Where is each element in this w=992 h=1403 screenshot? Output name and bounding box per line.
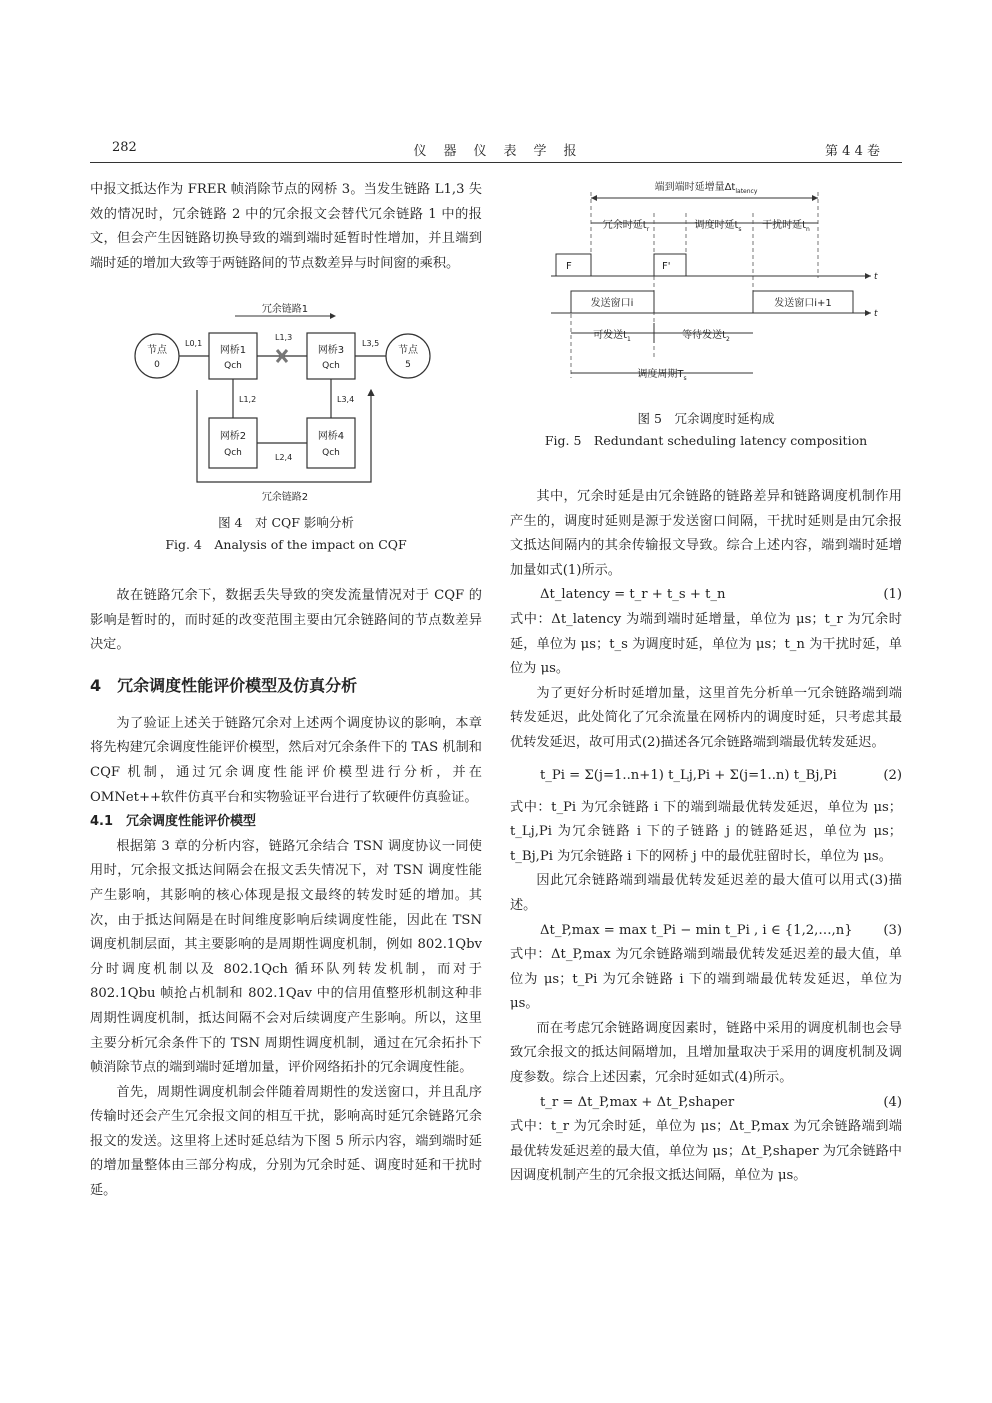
label-l01: L0,1 <box>185 339 203 348</box>
right-para-1: 其中，冗余时延是由冗余链路的链路差异和链路调度机制作用产生的，调度时延则是源于发送窗口间隔，干扰时延则是由冗余报文抵达间隔内的其余传输报文导致。综合上述内容，端到端时延增加量如式(1)所示。 <box>510 489 902 578</box>
right-para-7: 而在考虑冗余链路调度因素时，链路中采用的调度机制也会导致冗余报文的抵达间隔增加，且增加量取决于采用的调度机制及调度参数。综合上述因素，冗余时延如式(4)所示。 <box>510 1020 902 1086</box>
equation-1-body: Δt_latency = t_r + t_s + t_n <box>540 587 726 603</box>
volume-label: 第 4 4 卷 <box>825 144 880 159</box>
subsection-4-1-title: 4.1 冗余调度性能评价模型 <box>90 814 257 830</box>
node-5-label: 节点 <box>398 345 418 356</box>
left-column-bottom <box>90 584 482 1204</box>
bridge-1 <box>209 333 257 379</box>
equation-4-body: t_r = Δt_P,max + Δt_P,shaper <box>540 1094 735 1110</box>
equation-3-body: Δt_P,max = max t_Pi − min t_Pi , i ∈ {1,2,…,n} <box>540 922 853 938</box>
fig5-axis-t2: t <box>874 309 878 319</box>
equation-3 <box>510 919 902 944</box>
label-l24: L2,4 <box>275 453 293 462</box>
fig5-top-label: 端到端时延增量$\Delta t_{latency}$ <box>654 182 758 195</box>
figure-5-caption <box>510 408 902 452</box>
left-column-top <box>90 178 482 276</box>
node-0-id: 0 <box>154 360 160 370</box>
right-para-8: 式中：t_r 为冗余时延，单位为 μs；Δt_P,max 为冗余链路端到端最优转发延迟差的最大值，单位为 μs；Δt_P,shaper 为冗余链路中因调度机制产生的冗余报文抵达间隔，单位为 μs。 <box>510 1119 902 1184</box>
right-para-6: 式中：Δt_P,max 为冗余链路端到端最优转发延迟差的最大值，单位为 μs；t_Pi 为冗余链路 i 下的端到端最优转发延迟，单位为 μs。 <box>510 947 902 1012</box>
right-para-2: 式中：Δt_latency 为端到端时延增量，单位为 μs；t_r 为冗余时延，单位为 μs；t_s 为调度时延，单位为 μs；t_n 为干扰时延，单位为 μs。 <box>510 611 902 677</box>
left-para-5: 首先，周期性调度机制会伴随着周期性的发送窗口，并且乱序传输时还会产生冗余报文间的相互干扰，影响高时延冗余链路冗余报文的发送。这里将上述时延总结为下图 5 所示内容，端到端时延的增加量整体由三部分构成，分别为冗余时延、调度时延和干扰时延。 <box>90 1084 482 1199</box>
label-l35: L3,5 <box>362 339 380 348</box>
header-rule <box>90 162 902 163</box>
bridge-4-mode: Qch <box>322 448 340 458</box>
left-para-3: 为了验证上述关于链路冗余对上述两个调度协议的影响，本章将先构建冗余调度性能评价模型，然后对冗余条件下的 TAS 机制和 CQF 机制，通过冗余调度性能评价模型进行分析，并在 OMNet++软件仿真平台和实物验证平台进行了软硬件仿真验证。 <box>90 715 482 805</box>
right-para-4: 式中：t_Pi 为冗余链路 i 下的端到端最优转发延迟，单位为 μs；t_Lj,Pi 为冗余链路 i 下的子链路 j 的链路延迟，单位为 μs；t_Bj,Pi 为冗余链路 i 下的网桥 j 中的最优驻留时长，单位为 μs。 <box>510 799 902 864</box>
bridge-1-mode: Qch <box>224 361 242 371</box>
figure-4-caption-en: Fig. 4 Analysis of the impact on CQF <box>165 537 407 552</box>
bridge-3-mode: Qch <box>322 361 340 371</box>
label-l12: L1,2 <box>239 395 257 404</box>
figure-4-caption <box>90 512 482 556</box>
node-5 <box>386 334 430 378</box>
equation-2 <box>510 756 902 796</box>
right-para-3: 为了更好分析时延增加量，这里首先分析单一冗余链路端到端转发延迟，此处简化了冗余流量在网桥内的调度时延，只考虑其最优转发延迟，故可用式(2)描述各冗余链路端到端最优转发延迟。 <box>510 685 902 750</box>
equation-1 <box>510 583 902 608</box>
fig5-axis-t1: t <box>874 272 878 282</box>
bridge-4-label: 网桥4 <box>317 431 345 442</box>
bridge-3 <box>307 333 355 379</box>
bridge-2 <box>209 418 257 468</box>
figure-4-caption-cn: 图 4 对 CQF 影响分析 <box>218 515 354 530</box>
node-0-label: 节点 <box>147 345 167 356</box>
window-i1-label: 发送窗口i+1 <box>774 298 832 309</box>
label-l34: L3,4 <box>337 395 355 404</box>
fig5-period: 调度周期$T_s$ <box>637 369 687 382</box>
bridge-2-label: 网桥2 <box>219 431 247 442</box>
fig4-bottom-label: 冗余链路2 <box>261 492 309 503</box>
node-0 <box>135 334 179 378</box>
figure-5-caption-cn: 图 5 冗余调度时延构成 <box>637 411 775 426</box>
fig4-top-label: 冗余链路1 <box>261 304 309 315</box>
right-para-5: 因此冗余链路端到端最优转发延迟差的最大值可以用式(3)描述。 <box>510 873 902 913</box>
fig5-can-send: 可发送$t_1$ <box>593 330 631 343</box>
fig5-redundant: 冗余时延$t_r$ <box>602 220 650 233</box>
bridge-3-label: 网桥3 <box>317 345 345 356</box>
fig5-wait-send: 等待发送$t_2$ <box>682 330 730 343</box>
figure-5-diagram <box>546 178 886 393</box>
fig5-interfere: 干扰时延$t_n$ <box>762 220 810 233</box>
bridge-4 <box>307 418 355 468</box>
left-para-4: 根据第 3 章的分析内容，链路冗余结合 TSN 调度协议一同使用时，冗余报文抵达间隔会在报文丢失情况下，对 TSN 调度性能产生影响，其影响的核心体现是报文最终的转发时延的增加。其次，由于抵达间隔是在时间维度影响后续调度性能，因此在 TSN 调度机制层面，其主要影响的是周期性调度机制，例如 802.1Qbv 分时调度机制以及 802.1Qch 循环队列转发机制，而对于 802.1Qbu 帧抢占机制和 802.1Qav 中的信用值整形机制这种非周期性调度机制，抵达间隔不会对后续调度产生影响。所以，这里主要分析冗余条件下的 TSN 周期性调度机制，通过在冗余拓扑下帧消除节点的端到端时延增加量，评价网络拓扑的冗余调度性能。 <box>90 838 482 1076</box>
journal-title: 仪 器 仪 表 学 报 <box>413 144 579 159</box>
figure-4-diagram <box>125 300 445 510</box>
window-i-label: 发送窗口i <box>590 298 634 309</box>
equation-4 <box>510 1091 902 1116</box>
label-l13: L1,3 <box>275 333 293 342</box>
figure-5-caption-en: Fig. 5 Redundant scheduling latency composition <box>544 433 868 448</box>
equation-3-number: (3) <box>883 922 902 938</box>
right-column <box>510 485 902 1189</box>
bridge-1-label: 网桥1 <box>219 345 247 356</box>
left-para-2: 故在链路冗余下，数据丢失导致的突发流量情况对于 CQF 的影响是暂时的，而时延的改变范围主要由冗余链路间的节点数差异决定。 <box>90 588 482 653</box>
section-4-title: 4 冗余调度性能评价模型及仿真分析 <box>90 675 358 695</box>
frame-f-label: F <box>566 261 572 272</box>
frame-f <box>556 254 591 276</box>
equation-1-number: (1) <box>883 587 902 603</box>
left-para-1: 中报文抵达作为 FRER 帧消除节点的网桥 3。当发生链路 L1,3 失效的情况时，冗余链路 2 中的冗余报文会替代冗余链路 1 中的报文，但会产生因链路切换导致的端到端时延暂时性增加，并且端到端时延的增加大致等于两链路间的节点数差异与时间窗的乘积。 <box>90 182 482 271</box>
frame-f-prime-label: F' <box>662 261 671 272</box>
equation-2-body: t_Pi = Σ(j=1..n+1) t_Lj,Pi + Σ(j=1..n) t_Bj,Pi <box>540 767 837 783</box>
fig5-schedule: 调度时延$t_s$ <box>694 220 742 233</box>
equation-4-number: (4) <box>883 1094 902 1110</box>
bridge-2-mode: Qch <box>224 448 242 458</box>
page-number: 282 <box>112 140 137 155</box>
node-5-id: 5 <box>405 360 411 370</box>
equation-2-number: (2) <box>883 767 902 783</box>
